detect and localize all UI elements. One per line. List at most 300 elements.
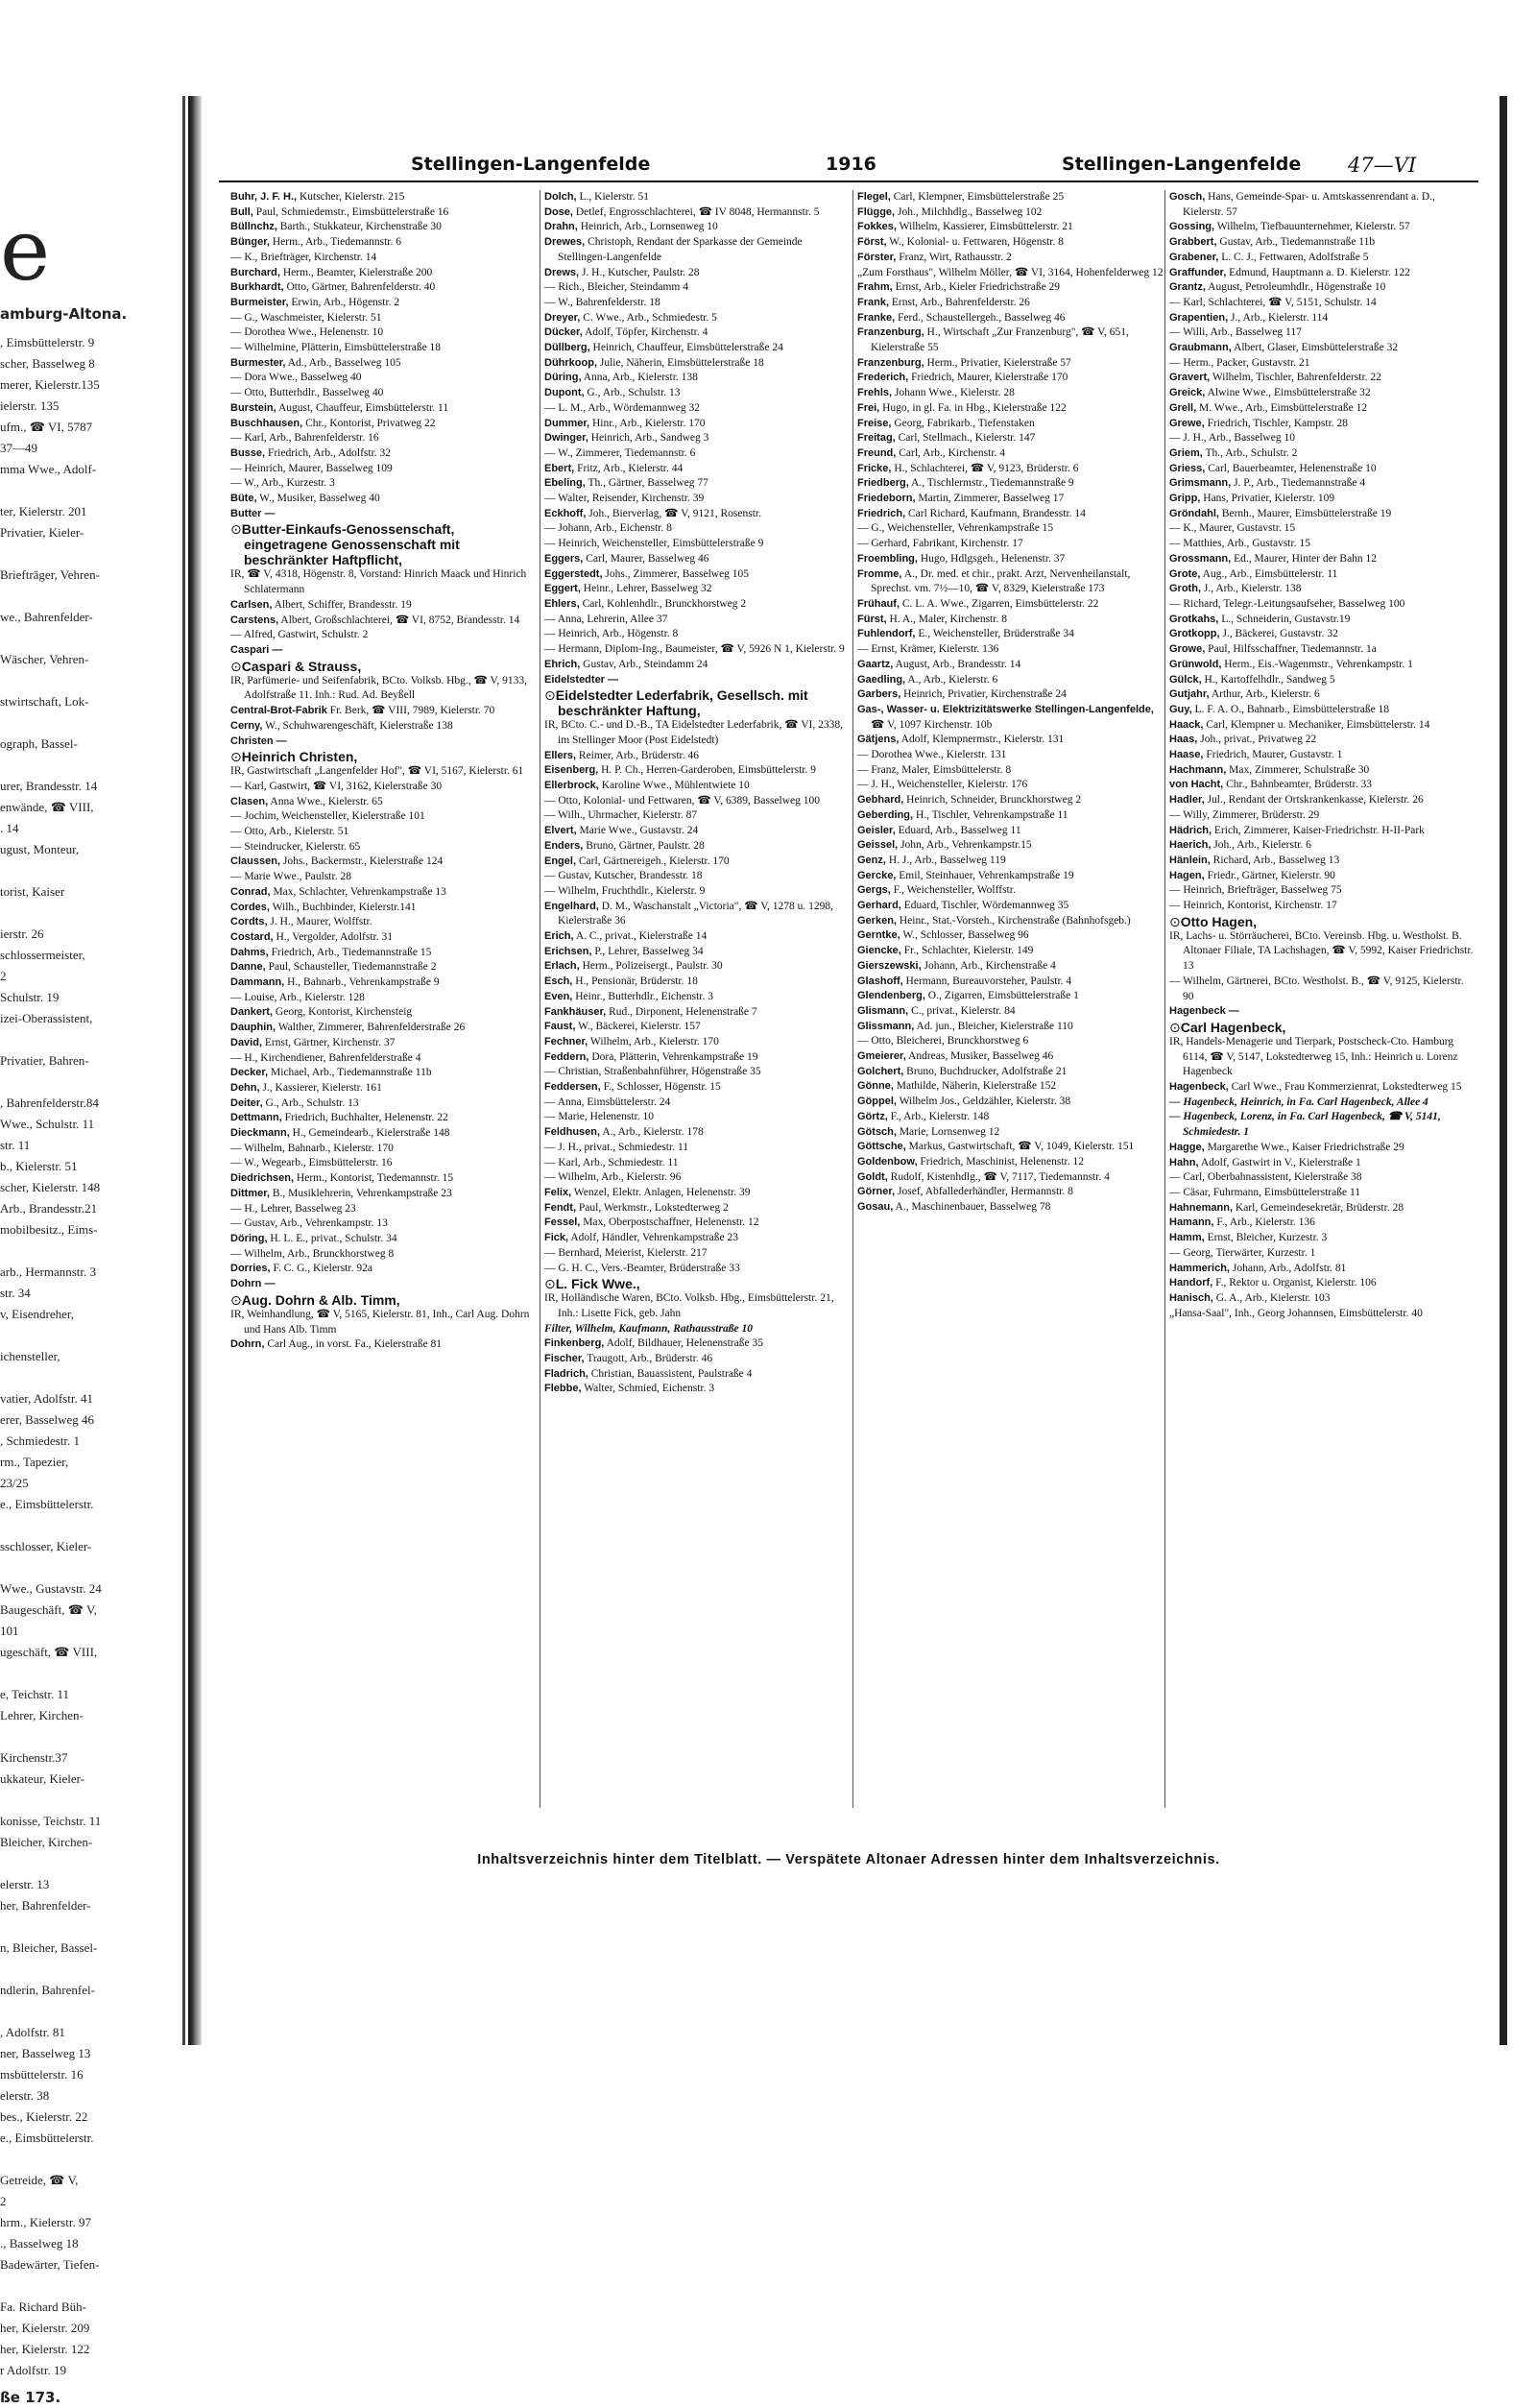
entry-details: IR, Weinhandlung, ☎ V, 5165, Kielerstr. 81, Inh., Carl Aug. Dohrn und Hans Alb. Timm	[230, 1308, 530, 1336]
directory-entry	[230, 476, 538, 492]
directory-entry	[230, 795, 538, 810]
entry-surname: Franzenburg,	[857, 356, 924, 369]
entry-details: Eidelstedter Lederfabrik, Gesellsch. mit beschränkter Haftung,	[555, 687, 808, 719]
directory-entry	[544, 417, 852, 432]
entry-details: Walther, Zimmerer, Bahrenfelderstraße 26	[277, 1022, 466, 1034]
entry-surname: Golchert,	[857, 1065, 904, 1077]
entry-surname: Drews,	[544, 266, 580, 278]
directory-entry	[230, 371, 538, 386]
entry-details: — Herm., Packer, Gustavstr. 21	[1169, 356, 1310, 369]
entry-details: IR, Holländische Waren, BCto. Volksb. Hbg., Eimsbüttelerstr. 21, Inh.: Lisette Fick, geb. Jahn	[544, 1292, 834, 1319]
entry-details: Chr., Kontorist, Privatweg 22	[305, 417, 436, 429]
entry-details: Wilhelm, Arb., Kielerstr. 170	[589, 1035, 719, 1047]
entry-surname: Ehrich,	[544, 658, 581, 670]
entry-surname: Gossing,	[1169, 221, 1215, 233]
facing-page-line: 2	[0, 969, 7, 983]
facing-page-line	[0, 480, 180, 501]
directory-entry	[230, 462, 538, 477]
directory-entry	[1169, 687, 1476, 703]
facing-page-line	[0, 2149, 180, 2170]
directory-entry	[1169, 733, 1476, 748]
entry-details: Fritz, Arb., Kielerstr. 44	[577, 462, 684, 474]
directory-entry	[1169, 1035, 1476, 1080]
directory-entry	[544, 1065, 852, 1080]
entry-surname: Hänlein,	[1169, 854, 1211, 866]
entry-details: J., Arb., Kielerstr. 114	[1231, 311, 1329, 324]
page-header	[219, 150, 1478, 182]
directory-entry	[544, 1216, 852, 1231]
entry-details: — J. H., Weichensteller, Kielerstr. 176	[857, 779, 1028, 791]
directory-entry	[1169, 1262, 1476, 1277]
facing-page-line: merer, Kielerstr.135	[0, 377, 100, 392]
entry-details: Edmund, Hauptmann a. D. Kielerstr. 122	[1229, 266, 1410, 278]
entry-details: — G. H. C., Vers.-Beamter, Brüderstraße 33	[544, 1262, 740, 1274]
facing-page-line	[0, 1959, 180, 1980]
entry-surname: Burmeister,	[230, 296, 289, 308]
entry-details: Carl, Arb., Kirchenstr. 4	[899, 446, 1006, 459]
entry-details: Joh., Arb., Kielerstr. 6	[1213, 839, 1311, 852]
facing-page-line: bes., Kielerstr. 22	[0, 2109, 88, 2124]
entry-details: Richard, Arb., Basselweg 13	[1212, 854, 1340, 866]
directory-entry	[230, 521, 538, 567]
directory-entry	[857, 492, 1164, 507]
entry-surname: Eggers,	[544, 552, 584, 565]
page-number: 47—VI	[1348, 154, 1417, 177]
directory-entry	[230, 614, 538, 629]
entry-details: M. Wwe., Arb., Eimsbüttelerstraße 12	[1199, 401, 1368, 414]
facing-page-line: , Schmiedestr. 1	[0, 1433, 81, 1448]
entry-details: — Cäsar, Fuhrmann, Eimsbüttelerstraße 11	[1169, 1187, 1361, 1198]
column-divider	[852, 190, 853, 1808]
facing-page-line: rm., Tapezier,	[0, 1455, 69, 1469]
directory-entry	[857, 311, 1164, 326]
directory-entry	[857, 1004, 1164, 1020]
directory-entry	[544, 990, 852, 1005]
entry-details: Friedrich, Tischler, Kampstr. 28	[1207, 417, 1349, 429]
entry-details: H. P. Ch., Herren-Garderoben, Eimsbüttelerstr. 9	[601, 764, 817, 777]
entry-details: Eduard, Tischler, Wördemannweg 35	[903, 900, 1069, 912]
entry-details: Friedrich, Maurer, Gustavstr. 1	[1206, 749, 1343, 761]
entry-surname: Göppel,	[857, 1096, 897, 1108]
facing-page-line: Wäscher, Vehren-	[0, 652, 89, 666]
entry-details: C., privat., Kielerstr. 84	[911, 1004, 1016, 1017]
directory-entry	[857, 1034, 1164, 1049]
entry-surname: Grotkahs,	[1169, 613, 1219, 625]
facing-page-line	[0, 1072, 180, 1093]
entry-details: — Heinrich, Briefträger, Basselweg 75	[1169, 884, 1342, 897]
entry-details: Joh., Milchhdlg., Basselweg 102	[897, 205, 1043, 218]
directory-entry	[544, 1020, 852, 1035]
entry-surname: Gravert,	[1169, 372, 1211, 384]
entry-surname: Dührkoop,	[544, 356, 597, 369]
directory-entry	[544, 975, 852, 990]
entry-details: Josef, Abfallederhändler, Hermannstr. 8	[898, 1186, 1073, 1198]
directory-entry	[544, 1276, 852, 1291]
directory-entry	[230, 643, 538, 659]
entry-details: Max, Oberpostschaffner, Helenenstr. 12	[583, 1216, 759, 1229]
entry-surname: Grewe,	[1169, 417, 1205, 429]
directory-entry	[857, 1095, 1164, 1110]
entry-surname: Dahms,	[230, 946, 269, 958]
facing-page-line: , Bahrenfelderstr.84	[0, 1096, 99, 1110]
entry-details: — Christian, Straßenbahnführer, Högenstraße 35	[544, 1066, 761, 1078]
entry-details: H., Wirtschaft „Zur Franzenburg", ☎ V, 651, Kielerstraße 55	[871, 326, 1129, 354]
entry-surname: Hagge,	[1169, 1141, 1205, 1153]
entry-details: A. C., privat., Kielerstraße 14	[575, 930, 708, 943]
entry-surname: Döring,	[230, 1233, 268, 1244]
directory-entry	[1169, 311, 1476, 326]
directory-entry	[544, 749, 852, 764]
entry-surname: Hamann,	[1169, 1216, 1214, 1229]
facing-page-line	[0, 1663, 180, 1684]
directory-entry	[544, 476, 852, 492]
entry-details: Friedrich, Buchhalter, Helenenstr. 22	[284, 1112, 448, 1124]
entry-surname: Giencke,	[857, 945, 901, 957]
facing-page-line: izei-Oberassistent,	[0, 1011, 93, 1025]
entry-surname: Dohrn,	[230, 1338, 265, 1351]
entry-details: P., Lehrer, Basselweg 34	[594, 945, 704, 957]
facing-page-line: Arb., Brandesstr.21	[0, 1201, 98, 1216]
entry-surname: Garbers,	[857, 688, 901, 701]
directory-entry	[544, 1005, 852, 1021]
entry-details: — G., Weichensteller, Vehrenkampstraße 15	[857, 522, 1054, 535]
entry-details: — Wilhelm, Fruchthdlr., Kielerstr. 9	[544, 884, 706, 897]
directory-entry	[544, 492, 852, 507]
entry-details: Anna, Arb., Kielerstr. 138	[583, 372, 698, 384]
entry-details: Ad., Arb., Basselweg 105	[287, 356, 401, 369]
entry-details: Jul., Rendant der Ortskrankenkasse, Kielerstr. 26	[1207, 794, 1424, 807]
entry-details: G. A., Arb., Kielerstr. 103	[1215, 1291, 1331, 1304]
entry-surname: Dorries,	[230, 1263, 271, 1275]
entry-details: L., Kielerstr. 51	[579, 191, 649, 203]
directory-entry	[544, 779, 852, 794]
entry-surname: Costard,	[230, 930, 274, 943]
directory-entry	[857, 914, 1164, 929]
entry-surname: Geisler,	[857, 824, 896, 836]
entry-details: — Gerhard, Fabrikant, Kirchenstr. 17	[857, 538, 1023, 550]
entry-details: A., Dr. med. et chir., prakt. Arzt, Nervenheilanstalt, Sprechst. vm. 7½—10, ☎ V, 8329, Kielerstraße 173	[871, 567, 1131, 595]
entry-details: Carl, Gärtnereigeh., Kielerstr. 170	[578, 855, 730, 867]
directory-entry	[1169, 1141, 1476, 1156]
directory-entry	[1169, 1186, 1476, 1201]
entry-surname: Frei,	[857, 401, 880, 414]
entry-details: — Rich., Bleicher, Steindamm 4	[544, 281, 688, 294]
facing-page-line: stwirtschaft, Lok-	[0, 694, 89, 709]
directory-entry	[1169, 778, 1476, 793]
entry-surname: Diedrichsen,	[230, 1172, 295, 1185]
directory-entry	[857, 627, 1164, 642]
directory-entry	[544, 929, 852, 945]
entry-surname: Glashoff,	[857, 975, 903, 987]
entry-details: Friedrich, Arb., Adolfstr. 32	[267, 446, 392, 459]
entry-details: Anna Wwe., Kielerstr. 65	[270, 795, 383, 807]
entry-details: Paul, Werkmstr., Lokstedterweg 2	[578, 1201, 729, 1214]
entry-details: IR, ☎ V, 4318, Högenstr. 8, Vorstand: Hinrich Maack und Hinrich Schlatermann	[230, 568, 527, 596]
entry-details: Traugott, Arb., Brüderstr. 46	[587, 1353, 713, 1365]
entry-surname: Franzenburg,	[857, 326, 924, 339]
entry-details: A., Maschinenbauer, Basselweg 78	[895, 1201, 1051, 1214]
directory-column-2	[544, 190, 852, 1808]
entry-details: J. H., Kutscher, Paulstr. 28	[581, 266, 700, 278]
entry-surname: Ebert,	[544, 462, 575, 474]
entry-details: Aug., Arb., Eimsbüttelerstr. 11	[1202, 567, 1338, 580]
entry-details: Carl, Klempner, Eimsbüttelerstraße 25	[893, 191, 1065, 203]
entry-details: — Heinrich, Weichensteller, Eimsbüttelerstraße 9	[544, 538, 764, 550]
facing-page-line: ierstr. 26	[0, 927, 44, 941]
directory-entry	[857, 190, 1164, 205]
facing-page-line: Privatier, Kieler-	[0, 525, 84, 540]
entry-details: August, Arb., Brandesstr. 14	[895, 658, 1021, 670]
directory-entry	[1169, 251, 1476, 266]
directory-entry	[230, 235, 538, 251]
facing-page-fragment	[0, 192, 180, 2406]
entry-surname: Büte,	[230, 493, 257, 505]
entry-details: „Hansa-Saal", Inh., Georg Johannsen, Eimsbüttelerstr. 40	[1169, 1307, 1423, 1319]
entry-surname: Hachmann,	[1169, 763, 1227, 776]
directory-entry	[857, 778, 1164, 793]
directory-entry	[230, 1005, 538, 1021]
directory-entry	[544, 855, 852, 870]
directory-entry	[544, 431, 852, 446]
directory-entry	[544, 1201, 852, 1216]
entry-surname: Gaartz,	[857, 658, 894, 670]
directory-entry	[544, 900, 852, 929]
entry-details: — Marie, Helenenstr. 10	[544, 1111, 655, 1123]
facing-page-line	[0, 1325, 180, 1346]
entry-details: Paul, Schausteller, Tiedemannstraße 2	[268, 961, 437, 974]
directory-entry	[230, 1096, 538, 1112]
directory-entry	[230, 417, 538, 432]
entry-details: Albert, Großschlachterei, ☎ VI, 8752, Brandesstr. 14	[280, 614, 520, 626]
entry-surname: Gebhard,	[857, 794, 904, 807]
entry-details: L. Fick Wwe.,	[555, 1276, 640, 1292]
entry-surname: Clasen,	[230, 795, 269, 807]
entry-surname: David,	[230, 1036, 263, 1048]
entry-surname: Groth,	[1169, 583, 1201, 595]
entry-details: O., Zigarren, Eimsbüttelerstraße 1	[927, 990, 1079, 1002]
directory-entry	[544, 386, 852, 401]
entry-details: Joh., privat., Privatweg 22	[1200, 734, 1317, 746]
directory-entry	[230, 1262, 538, 1277]
entry-surname: Göttsche,	[857, 1141, 906, 1153]
directory-entry	[857, 975, 1164, 990]
entry-details: L. F. A. O., Bahnarb., Eimsbüttelerstraße 18	[1194, 703, 1390, 715]
entry-details: Adolf, Händler, Vehrenkampstraße 23	[570, 1232, 738, 1244]
directory-entry	[857, 703, 1164, 733]
entry-surname: Burchard,	[230, 266, 280, 278]
entry-details: B., Musiklehrerin, Vehrenkampstraße 23	[272, 1187, 452, 1199]
facing-page-line	[0, 1367, 180, 1388]
entry-details: — W., Wegearb., Eimsbüttelerstr. 16	[230, 1157, 393, 1169]
facing-page-line: Privatier, Bahren-	[0, 1053, 89, 1068]
directory-entry	[230, 1308, 538, 1337]
directory-entry	[544, 1125, 852, 1141]
facing-page-line: mma Wwe., Adolf-	[0, 462, 97, 476]
entry-surname: Grimsmann,	[1169, 477, 1232, 490]
entry-details: — Matthies, Arb., Gustavstr. 15	[1169, 538, 1310, 550]
directory-entry	[1169, 567, 1476, 583]
directory-entry	[1169, 476, 1476, 492]
entry-details: Michael, Arb., Tiedemannstraße 11b	[271, 1067, 432, 1079]
entry-details: Walter, Schmied, Eichenstr. 3	[584, 1383, 715, 1395]
directory-entry	[544, 1352, 852, 1367]
entry-details: Paul, Schmiedemstr., Eimsbüttelerstraße 16	[255, 205, 449, 218]
entry-surname: Frehls,	[857, 387, 893, 399]
entry-surname: Ellers,	[544, 749, 577, 761]
entry-surname: Feddersen,	[544, 1081, 601, 1094]
entry-surname: Growe,	[1169, 643, 1206, 656]
entry-surname: Hammerich,	[1169, 1262, 1230, 1274]
facing-page-line: 23/25	[0, 1476, 29, 1490]
entry-surname: Gerhard,	[857, 900, 901, 912]
entry-surname: Fromme,	[857, 567, 902, 580]
facing-page-line: ograph, Bassel-	[0, 736, 78, 751]
header-right-title: Stellingen-Langenfelde	[1062, 154, 1302, 175]
entry-details: Hermann, Bureauvorsteher, Paulstr. 4	[905, 975, 1072, 987]
entry-details: — Hagenbeck, Lorenz, in Fa. Carl Hagenbeck, ☎ V, 5141, Schmiedestr. 1	[1169, 1111, 1441, 1139]
facing-page-line: mobilbesitz., Eims-	[0, 1222, 98, 1237]
entry-surname: Goldenbow,	[857, 1156, 918, 1168]
directory-entry	[1169, 341, 1476, 356]
entry-details: — W., Arb., Kurzestr. 3	[230, 477, 335, 490]
entry-surname: Dankert,	[230, 1006, 274, 1019]
directory-entry	[230, 1142, 538, 1157]
entry-surname: Decker,	[230, 1067, 269, 1079]
entry-details: Marie Wwe., Gustavstr. 24	[579, 825, 699, 837]
entry-surname: Düring,	[544, 372, 582, 384]
entry-surname: Even,	[544, 990, 573, 1002]
entry-surname: Drewes,	[544, 236, 586, 249]
entry-details: W., Schlosser, Basselweg 96	[902, 929, 1029, 942]
entry-details: Adolf, Töpfer, Kirchenstr. 4	[585, 326, 708, 339]
entry-surname: Fuhlendorf,	[857, 628, 916, 640]
facing-page-line: Wwe., Gustavstr. 24	[0, 1581, 102, 1596]
entry-surname: Freund,	[857, 446, 897, 459]
directory-entry	[544, 280, 852, 296]
directory-entry	[857, 733, 1164, 748]
entry-details: H. A., Maler, Kirchenstr. 8	[889, 613, 1007, 625]
entry-surname: Carstens,	[230, 614, 279, 626]
entry-details: Ferd., Schaustellergeh., Basselweg 46	[898, 311, 1066, 324]
entry-details: — Marie Wwe., Paulstr. 28	[230, 871, 351, 883]
entry-surname: Hagenbeck —	[1169, 1005, 1239, 1018]
directory-entry	[1169, 386, 1476, 401]
entry-surname: Greick,	[1169, 387, 1206, 399]
directory-entry	[544, 839, 852, 855]
directory-entry	[1169, 1110, 1476, 1140]
entry-details: — Otto, Butterhdlr., Basselweg 40	[230, 387, 384, 399]
entry-surname: Dieckmann,	[230, 1127, 290, 1140]
entry-surname: Gröndahl,	[1169, 507, 1219, 519]
entry-surname: Dohrn —	[230, 1278, 276, 1290]
entry-details: Julie, Näherin, Eimsbüttelerstraße 18	[599, 356, 764, 369]
directory-entry	[230, 205, 538, 221]
entry-details: Th., Arb., Schulstr. 2	[1205, 446, 1298, 459]
entry-details: August, Chauffeur, Eimsbüttelerstr. 11	[277, 401, 449, 414]
directory-entry	[230, 325, 538, 341]
entry-details: G., Arb., Schulstr. 13	[587, 387, 681, 399]
directory-entry	[544, 1156, 852, 1171]
entry-surname: Hädrich,	[1169, 824, 1212, 836]
directory-entry	[230, 251, 538, 266]
entry-surname: Gierszewski,	[857, 959, 922, 972]
entry-surname: Görtz,	[857, 1110, 888, 1122]
entry-details: — W., Bahrenfelderstr. 18	[544, 296, 660, 308]
entry-details: — Anna, Eimsbüttelerstr. 24	[544, 1096, 671, 1108]
directory-entry	[857, 552, 1164, 567]
entry-surname: Central-Brot-Fabrik	[230, 705, 327, 717]
entry-surname: Görner,	[857, 1186, 896, 1198]
directory-entry	[230, 190, 538, 205]
directory-entry	[230, 1247, 538, 1263]
entry-surname: Engel,	[544, 855, 577, 867]
directory-entry	[544, 642, 852, 658]
directory-entry	[230, 734, 538, 750]
entry-details: Heinrich, Arb., Lornsenweg 10	[580, 221, 718, 233]
facing-page-line: Baugeschäft, ☎ V,	[0, 1602, 97, 1617]
entry-surname: Dwinger,	[544, 432, 588, 445]
entry-surname: Gmeierer,	[857, 1050, 906, 1063]
entry-details: Andreas, Musiker, Basselweg 46	[908, 1050, 1054, 1063]
entry-details: Herm., Arb., Tiedemannstr. 6	[272, 236, 401, 249]
facing-page-line: msbüttelerstr. 16	[0, 2067, 84, 2082]
facing-page-lines	[0, 332, 180, 2381]
entry-details: Ernst, Bleicher, Kurzestr. 3	[1207, 1232, 1328, 1244]
entry-details: H., Tischler, Vehrenkampstraße 11	[915, 808, 1068, 821]
facing-page-line: Kirchenstr.37	[0, 1750, 68, 1765]
facing-page-line: Briefträger, Vehren-	[0, 567, 100, 582]
entry-details: Albert, Schiffer, Brandesstr. 19	[274, 598, 412, 611]
entry-surname: Gas-, Wasser- u. Elektrizitätswerke Stellingen-Langenfelde,	[857, 703, 1154, 715]
entry-surname: Fechner,	[544, 1035, 588, 1047]
entry-details: W., Bäckerei, Kielerstr. 157	[578, 1021, 701, 1033]
entry-details: C. Wwe., Arb., Schmiedestr. 5	[583, 311, 717, 324]
entry-details: Otto Hagen,	[1180, 913, 1258, 929]
entry-surname: Gaedling,	[857, 673, 906, 686]
directory-entry	[857, 854, 1164, 869]
facing-page-heading: amburg-Altona.	[0, 305, 128, 323]
directory-entry	[544, 869, 852, 884]
entry-details: F., Rektor u. Organist, Kielerstr. 106	[1215, 1277, 1377, 1289]
directory-entry	[1169, 507, 1476, 522]
entry-details: Joh., Bierverlag, ☎ V, 9121, Rosenstr.	[588, 507, 761, 519]
facing-page-line: ter, Kielerstr. 201	[0, 504, 87, 518]
entry-details: A., Arb., Kielerstr. 6	[907, 673, 998, 686]
directory-entry	[544, 1035, 852, 1050]
directory-entry	[857, 928, 1164, 944]
entry-surname: Dose,	[544, 205, 573, 218]
entry-details: Heinrich, Privatier, Kirchenstraße 24	[903, 688, 1067, 701]
directory-entry	[857, 1185, 1164, 1200]
entry-details: E., Weichensteller, Brüderstraße 34	[918, 628, 1074, 640]
entry-details: Kutscher, Kielerstr. 215	[299, 191, 405, 203]
entry-details: Reimer, Arb., Brüderstr. 46	[578, 749, 699, 761]
entry-details: IR, Lachs- u. Störräucherei, BCto. Vereinsb. Hbg. u. Westholst. B. Altonaer Filiale, TA Lachshagen, ☎ V, 5992, Kaiser Friedrichstr. 13	[1169, 929, 1474, 973]
entry-details: Herm., Kontorist, Tiedemannstr. 15	[296, 1172, 454, 1185]
facing-page-line: elerstr. 13	[0, 1877, 50, 1891]
directory-entry	[544, 945, 852, 960]
entry-details: Carl, Maurer, Basselweg 46	[586, 552, 709, 565]
entry-details: Heinrich, Schneider, Brunckhorstweg 2	[906, 794, 1082, 807]
directory-entry	[230, 598, 538, 614]
entry-surname: Eidelstedter —	[544, 673, 619, 686]
facing-page-line: erer, Basselweg 46	[0, 1412, 95, 1427]
entry-surname: Först,	[857, 236, 887, 249]
entry-details: Chr., Bahnbeamter, Brüderstr. 33	[1226, 779, 1372, 791]
entry-details: Bruno, Buchdrucker, Adolfstraße 21	[906, 1065, 1068, 1077]
entry-surname: Friedrich,	[857, 507, 906, 519]
entry-details: G., Arb., Schulstr. 13	[265, 1096, 359, 1109]
